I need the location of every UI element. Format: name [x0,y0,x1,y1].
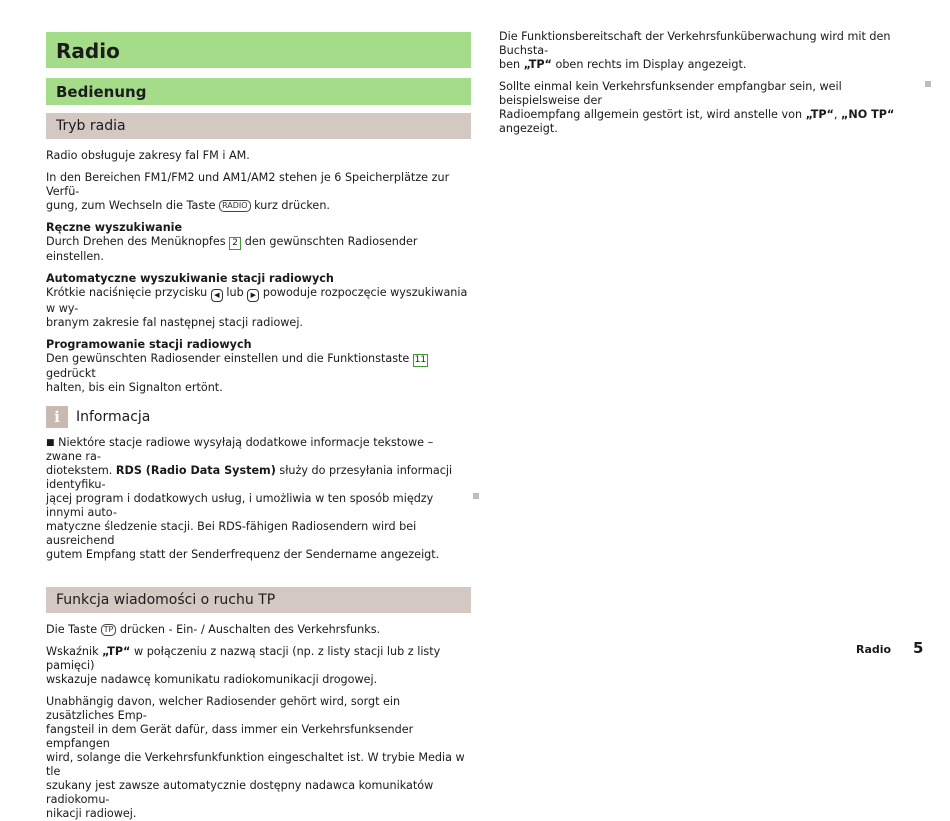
section-title: Bedienung [46,78,471,105]
paragraph-auto-search: Automatyczne wyszukiwanie stacji radiowych Krótkie naciśnięcie przycisku ◀ lub ▶ powoduje rozpoczęcie wyszukiwania w wy- branym zakresie fal następnej stacji radiowej. [46,272,471,330]
paragraph-tp-key: Die Taste TP drücken - Ein- / Auschalten des Verkehrsfunks. [46,623,381,636]
paragraph-memory: In den Bereichen FM1/FM2 und AM1/AM2 stehen je 6 Speicherplätze zur Verfü- gung, zum Wechseln die Taste RADIO kurz drücken. [46,171,450,212]
paragraph-tp-indicator: Wskaźnik „TP“ w połączeniu z nazwą stacji (np. z listy stacji lub z listy pamięci) wskazuje nadawcę komunikatu radiokomunikacji drogowej. [46,645,441,686]
info-title: Informacja [76,409,151,425]
section-end-marker [925,81,931,87]
callout-number: 2 [229,237,241,250]
info-header [46,406,471,428]
paragraph-traffic-receiver: Unabhängig davon, welcher Radiosender gehört wird, sorgt ein zusätzliches Emp- fangsteil in dem Gerät dafür, dass immer ein Verkehrsfunksender empfangen wird, solange die Verkehrsfunkfunktion eingeschaltet ist. W trybie Media w tle szukany jest zawsze automatycznie dostępny nadawca komunikatów radiokomu- nikacji radiowej. [46,695,465,820]
info-icon: i [46,406,68,428]
footer-chapter-label: Radio [856,643,892,656]
paragraph-no-tp: Sollte einmal kein Verkehrsfunksender empfangbar sein, weil beispielsweise der Radioempfang allgemein gestört ist, wird anstelle von „TP“, „NO TP“ angezeigt. [499,80,895,135]
page-number: 5 [913,639,924,657]
section-end-marker [473,493,479,499]
programming-heading: Programowanie stacji radiowych [46,338,252,351]
left-column [46,32,471,821]
paragraph-programming: Programowanie stacji radiowych Den gewünschten Radiosender einstellen und die Funktionstaste 11 gedrückt halten, bis ein Signalton ertönt. [46,338,471,395]
info-note: ■ Niektóre stacje radiowe wysyłają dodatkowe informacje tekstowe – zwane ra- diotekstem. RDS (Radio Data System) służy do przesyłania informacji identyfiku- jącej program i dodatkowych usług, i umożliwia w ten sposób między innymi auto- matyczne śledzenie stacji. Bei RDS-fähigen Radiosendern wird bei ausreichend gutem Empfang statt der Senderfrequenz der Sendername angezeigt. [46,436,471,562]
seek-left-icon: ◀ [211,289,223,302]
auto-search-heading: Automatyczne wyszukiwanie stacji radiowych [46,272,334,285]
subsection-title-tp: Funkcja wiadomości o ruchu TP [46,587,471,613]
radio-key-symbol: RADIO [219,200,251,212]
chapter-title: Radio [46,32,471,68]
subsection-title-tryb-radia: Tryb radia [46,113,471,139]
right-column [499,30,919,136]
tp-key-symbol: TP [101,624,117,636]
paragraph-manual-search: Ręczne wyszukiwanie Durch Drehen des Menüknopfes 2 den gewünschten Radiosender einstellen. [46,221,471,264]
seek-right-icon: ▶ [247,289,259,302]
paragraph-bands: Radio obsługuje zakresy fal FM i AM. [46,149,250,162]
rds-term: RDS (Radio Data System) [115,464,276,477]
bullet-icon: ■ [46,438,55,448]
paragraph-tp-display: Die Funktionsbereitschaft der Verkehrsfunküberwachung wird mit den Buchsta- ben „TP“ oben rechts im Display angezeigt. [499,30,891,71]
manual-search-heading: Ręczne wyszukiwanie [46,221,183,234]
callout-number: 11 [414,355,427,365]
